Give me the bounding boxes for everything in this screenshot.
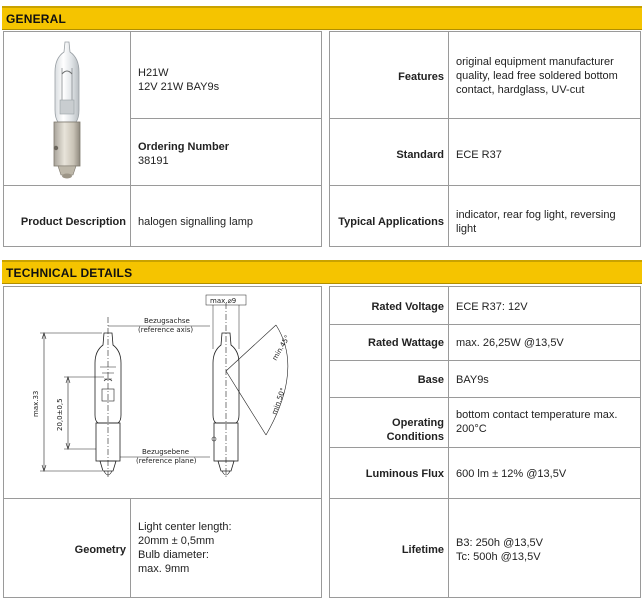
rated-voltage-value: ECE R37: 12V — [456, 301, 528, 313]
dim-min45: min.45° — [270, 333, 292, 362]
standard-label: Standard — [396, 149, 444, 161]
product-description-value: halogen signalling lamp — [138, 216, 253, 228]
label-reference-axis: (reference axis) — [138, 326, 194, 334]
dim-max9: max.⌀9 — [210, 297, 237, 305]
lifetime-line-2: Tc: 500h @13,5V — [456, 551, 541, 563]
features-label: Features — [398, 71, 444, 83]
dim-max33: max.33 — [32, 390, 40, 417]
dim-20: 20,0±0,5 — [56, 398, 64, 431]
ordering-number-label: Ordering Number — [138, 141, 230, 153]
base-value: BAY9s — [456, 374, 489, 386]
features-line-1: original equipment manufacturer — [456, 56, 614, 68]
label-bezugsachse: Bezugsachse — [144, 317, 190, 325]
typical-applications-line-2: light — [456, 223, 477, 235]
typical-applications-line-1: indicator, rear fog light, reversing — [456, 209, 616, 221]
standard-value: ECE R37 — [456, 149, 502, 161]
operating-conditions-line-2: 200°C — [456, 423, 487, 435]
technical-drawing — [14, 289, 314, 495]
label-bezugsebene: Bezugsebene — [142, 448, 190, 456]
general-right-panel — [329, 31, 641, 247]
ordering-number-value: 38191 — [138, 155, 169, 167]
base-label: Base — [417, 374, 444, 386]
geometry-line-4: max. 9mm — [138, 563, 190, 575]
luminous-flux-value: 600 lm ± 12% @13,5V — [456, 468, 567, 480]
luminous-flux-label: Luminous Flux — [365, 468, 444, 480]
product-name: H21W — [138, 67, 169, 79]
geometry-line-1: Light center length: — [138, 521, 232, 533]
operating-conditions-line-1: bottom contact temperature max. — [456, 409, 618, 421]
technical-left-panel — [3, 286, 322, 598]
bulb-image — [36, 38, 98, 182]
features-line-2: quality, lead free soldered bottom — [456, 70, 618, 82]
product-description-label: Product Description — [20, 216, 126, 228]
dim-min50: min.50° — [270, 386, 288, 416]
rated-wattage-value: max. 26,25W @13,5V — [456, 337, 564, 349]
general-section-header: GENERAL — [2, 6, 642, 30]
technical-section-header: TECHNICAL DETAILS — [2, 260, 642, 284]
general-left-panel — [3, 31, 322, 247]
typical-applications-label: Typical Applications — [338, 216, 444, 228]
lifetime-label: Lifetime — [401, 544, 444, 556]
geometry-line-2: 20mm ± 0,5mm — [138, 535, 215, 547]
rated-voltage-label: Rated Voltage — [371, 301, 444, 313]
features-line-3: contact, hardglass, UV-cut — [456, 84, 585, 96]
geometry-label: Geometry — [74, 544, 126, 556]
operating-conditions-label: Operating Conditions — [386, 417, 444, 443]
geometry-line-3: Bulb diameter: — [138, 549, 209, 561]
product-spec: 12V 21W BAY9s — [138, 81, 220, 93]
technical-right-panel — [329, 286, 641, 598]
rated-wattage-label: Rated Wattage — [368, 337, 444, 349]
label-reference-plane: (reference plane) — [136, 457, 197, 465]
lifetime-line-1: B3: 250h @13,5V — [456, 537, 544, 549]
